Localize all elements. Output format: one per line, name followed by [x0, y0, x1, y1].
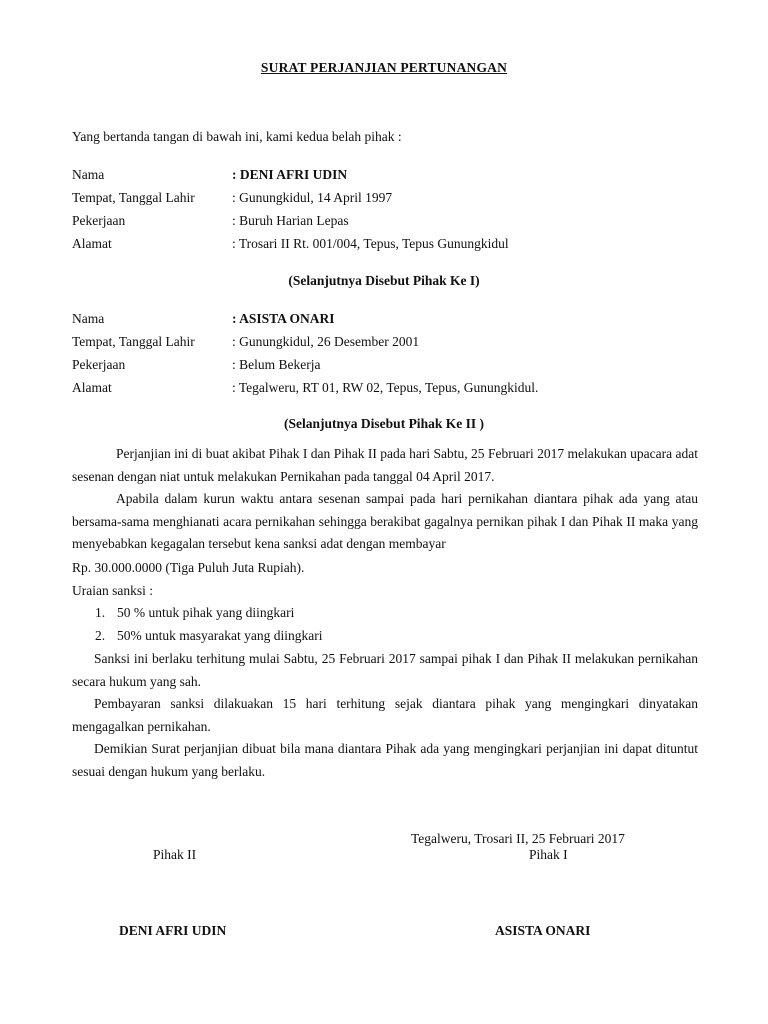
signature-role-right: Pihak I: [529, 847, 568, 862]
field-value: : Gunungkidul, 26 Desember 2001: [232, 334, 420, 349]
field-label: Tempat, Tanggal Lahir: [72, 334, 195, 349]
paragraph-5: [72, 738, 698, 783]
list-number: 1.: [95, 605, 106, 620]
sanction-heading: Uraian sanksi :: [72, 583, 153, 598]
paragraph-1: [72, 443, 698, 488]
list-text: 50% untuk masyarakat yang diingkari: [117, 628, 323, 643]
field-label: Pekerjaan: [72, 357, 126, 372]
intro-text: Yang bertanda tangan di bawah ini, kami kedua belah pihak :: [72, 129, 402, 144]
list-text: 50 % untuk pihak yang diingkari: [117, 605, 295, 620]
paragraph-4: [72, 693, 698, 738]
list-item: [95, 628, 322, 644]
field-value: : Gunungkidul, 14 April 1997: [232, 190, 393, 205]
paragraph-2: [72, 488, 698, 556]
penalty-amount: Rp. 30.000.0000 (Tiga Puluh Juta Rupiah).: [72, 560, 305, 575]
field-label: Alamat: [72, 380, 112, 395]
party2-caption: (Selanjutnya Disebut Pihak Ke II ): [284, 416, 484, 431]
field-label: Alamat: [72, 236, 112, 251]
field-value: : ASISTA ONARI: [232, 311, 335, 326]
paragraph-text: Demikian Surat perjanjian dibuat bila mana diantara Pihak ada yang mengingkari perjanjian ini dapat dituntut sesuai dengan hukum yang berlaku.: [72, 741, 698, 779]
paragraph-text: Pembayaran sanksi dilakuakan 15 hari terhitung sejak diantara pihak yang mengingkari dinyatakan mengagalkan pernikahan.: [72, 696, 698, 734]
field-label: Nama: [72, 167, 105, 182]
field-label: Nama: [72, 311, 105, 326]
field-value: : Belum Bekerja: [232, 357, 321, 372]
field-label: Pekerjaan: [72, 213, 126, 228]
paragraph-text: Apabila dalam kurun waktu antara sesenan sampai pada hari pernikahan diantara pihak ada yang atau bersama-sama menghianati acara pernikahan sehingga berakibat gagalnya pernikan pihak I dan Pihak II maka yang menyebabkan kegagalan tersebut kena sanksi adat dengan membayar: [72, 491, 698, 551]
document-title: SURAT PERJANJIAN PERTUNANGAN: [260, 60, 508, 75]
field-value: : DENI AFRI UDIN: [232, 167, 348, 182]
list-item: [95, 605, 294, 621]
signature-name-right: ASISTA ONARI: [495, 923, 591, 938]
field-value: : Trosari II Rt. 001/004, Tepus, Tepus Gunungkidul: [232, 236, 509, 251]
field-label: Tempat, Tanggal Lahir: [72, 190, 195, 205]
party1-caption: (Selanjutnya Disebut Pihak Ke I): [288, 273, 480, 288]
list-number: 2.: [95, 628, 106, 643]
signature-role-left: Pihak II: [153, 847, 197, 862]
paragraph-text: Sanksi ini berlaku terhitung mulai Sabtu, 25 Februari 2017 sampai pihak I dan Pihak II melakukan pernikahan secara hukum yang sah.: [72, 651, 698, 689]
signature-place-date: Tegalweru, Trosari II, 25 Februari 2017: [411, 831, 625, 846]
signature-name-left: DENI AFRI UDIN: [119, 923, 227, 938]
paragraph-text: Perjanjian ini di buat akibat Pihak I dan Pihak II pada hari Sabtu, 25 Februari 2017 melakukan upacara adat sesenan dengan niat untuk melakukan Pernikahan pada tanggal 04 April 2017.: [72, 446, 698, 484]
paragraph-3: [72, 648, 698, 693]
field-value: : Buruh Harian Lepas: [232, 213, 349, 228]
field-value: : Tegalweru, RT 01, RW 02, Tepus, Tepus, Gunungkidul.: [232, 380, 539, 395]
